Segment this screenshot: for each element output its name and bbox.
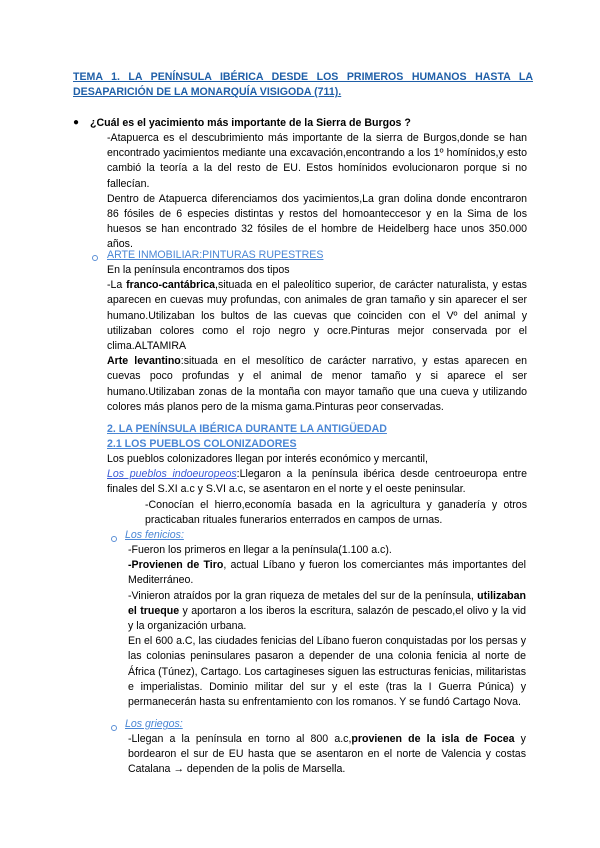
indoeuropeos-link[interactable]: Los pueblos indoeuropeos	[107, 468, 237, 481]
griegos-a: -Llegan a la península en torno al 800 a.c,	[128, 733, 352, 745]
griegos-1	[128, 732, 526, 778]
indoeuropeos-detail: -Conocían el hierro,economía basada en la agricultura y ganadería y otros practicaban rituales funerarios enterrados en campos de urnas.	[145, 498, 527, 526]
colonizers-intro: Los pueblos colonizadores llegan por interés económico y mercantil,	[107, 453, 428, 465]
franco-text: ,situada en el paleolítico superior, de carácter naturalista, y estas aparecen en cuevas muy profundas, con animales de gran tamaño y sin aparecer el ser humano.Utilizaban los bultos de las cuevas que coinciden con el Vº del animal y utilizaban colores como el rojo negro y ocre.Pinturas mejor conservada por el clima.ALTAMIRA	[107, 279, 527, 353]
indoeuropeos-para	[107, 467, 527, 497]
franco-prefix: -La	[107, 279, 127, 292]
document-title: TEMA 1. LA PENÍNSULA IBÉRICA DESDE LOS PRIMEROS HUMANOS HASTA LA DESAPARICIÓN DE LA MONARQUÍA VISIGODA (711).	[73, 71, 533, 98]
q1-paragraph-1: -Atapuerca es el descubrimiento más importante de la sierra de Burgos,donde se han encontrado yacimientos mediante una excavación,encontrando a los 1º homínidos,y esto cambió la teoría a la del resto de EU. Estos homínidos evolucionaron porque si no fallecían.	[107, 132, 527, 190]
bullet-circle-icon	[111, 536, 117, 542]
bullet-dot-icon: ●	[73, 117, 80, 128]
q1-paragraph-2: Dentro de Atapuerca diferenciamos dos yacimientos,La gran dolina donde encontraron 86 fósiles de 6 especies distintas y restos del homoanteccesor y en la Sima de los huesos se han encontrado 32 fósiles de el hombre de Heidelberg hace unos 350.000 años.	[107, 192, 527, 251]
griegos-bold: provienen de la isla de Focea	[351, 733, 515, 745]
griegos-b: y bordearon el sur de EU hasta que se asentaron en el norte de Valencia y costas Catalana → dependen de la polis de Marsella.	[128, 733, 526, 776]
q1-body	[107, 131, 527, 253]
franco-term: franco-cantábrica	[126, 279, 215, 292]
levantino-text: :situada en el mesolítico de carácter narrativo, y estas aparecen en cuevas poco profundas y el animal de menor tamaño y si aparece el ser humano.Utilizaban zonas de la montaña con mayor tamaño que una cueva y utilizando colores más planos pero de la misma gama.Pinturas peor conservadas.	[107, 355, 527, 413]
arte-body	[107, 263, 527, 415]
section-2-1-heading: 2.1 LOS PUEBLOS COLONIZADORES	[107, 438, 297, 450]
fenicios-2	[128, 558, 526, 588]
fenicios-3b: y aportaron a los iberos la escritura, salazón de pescado,el olivo y la vid y la organización urbana.	[128, 604, 526, 633]
arte-franco	[107, 278, 527, 354]
question-heading: ¿Cuál es el yacimiento más importante de la Sierra de Burgos ?	[90, 117, 411, 129]
fenicios-3	[128, 589, 526, 635]
fenicios-4: En el 600 a.C, las ciudades fenicias del Líbano fueron conquistadas por los persas y las colonias peninsulares pasaron a depender de una colonia fenicia al norte de África (Túnez), Cartago. Los cartagineses siguen las estructuras fenicias, militaristas e imperialistas. Dominio militar del sur y el este (tras la I Guerra Púnica) y permanecerán hasta su enfrentamiento con los romanos. Y se fundó Cartago Nova.	[128, 635, 526, 709]
fenicios-body	[128, 543, 526, 710]
bullet-circle-icon	[92, 255, 98, 261]
griegos-body	[128, 732, 526, 778]
fenicios-1: -Fueron los primeros en llegar a la península(1.100 a.c).	[128, 544, 392, 556]
fenicios-link[interactable]: Los fenicios:	[125, 529, 184, 541]
fenicios-3-bold: utilizaban el trueque	[128, 589, 526, 617]
arte-intro: En la península encontramos dos tipos	[107, 264, 290, 276]
griegos-link[interactable]: Los griegos:	[125, 718, 183, 730]
colonizers-body	[107, 452, 527, 528]
fenicios-3a: -Vinieron atraídos por la gran riqueza de metales del sur de la península,	[128, 589, 478, 602]
levantino-term: Arte levantino	[107, 355, 181, 368]
arte-levantino	[107, 354, 527, 415]
indoeuropeos-text: :Llegaron a la península ibérica desde centroeuropa entre finales del S.XI a.c y S.VI a.c, se asentaron en el norte y el oeste peninsular.	[107, 468, 528, 496]
fenicios-2-text: , actual Líbano y fueron los comerciantes más importantes del Mediterráneo.	[128, 559, 526, 587]
arte-heading-link[interactable]: ARTE INMOBILIAR:PINTURAS RUPESTRES	[107, 249, 324, 261]
bullet-circle-icon	[111, 725, 117, 731]
fenicios-2-bold: -Provienen de Tiro	[128, 559, 224, 572]
section-2-heading: 2. LA PENÍNSULA IBÉRICA DURANTE LA ANTIGÜEDAD	[107, 423, 387, 435]
